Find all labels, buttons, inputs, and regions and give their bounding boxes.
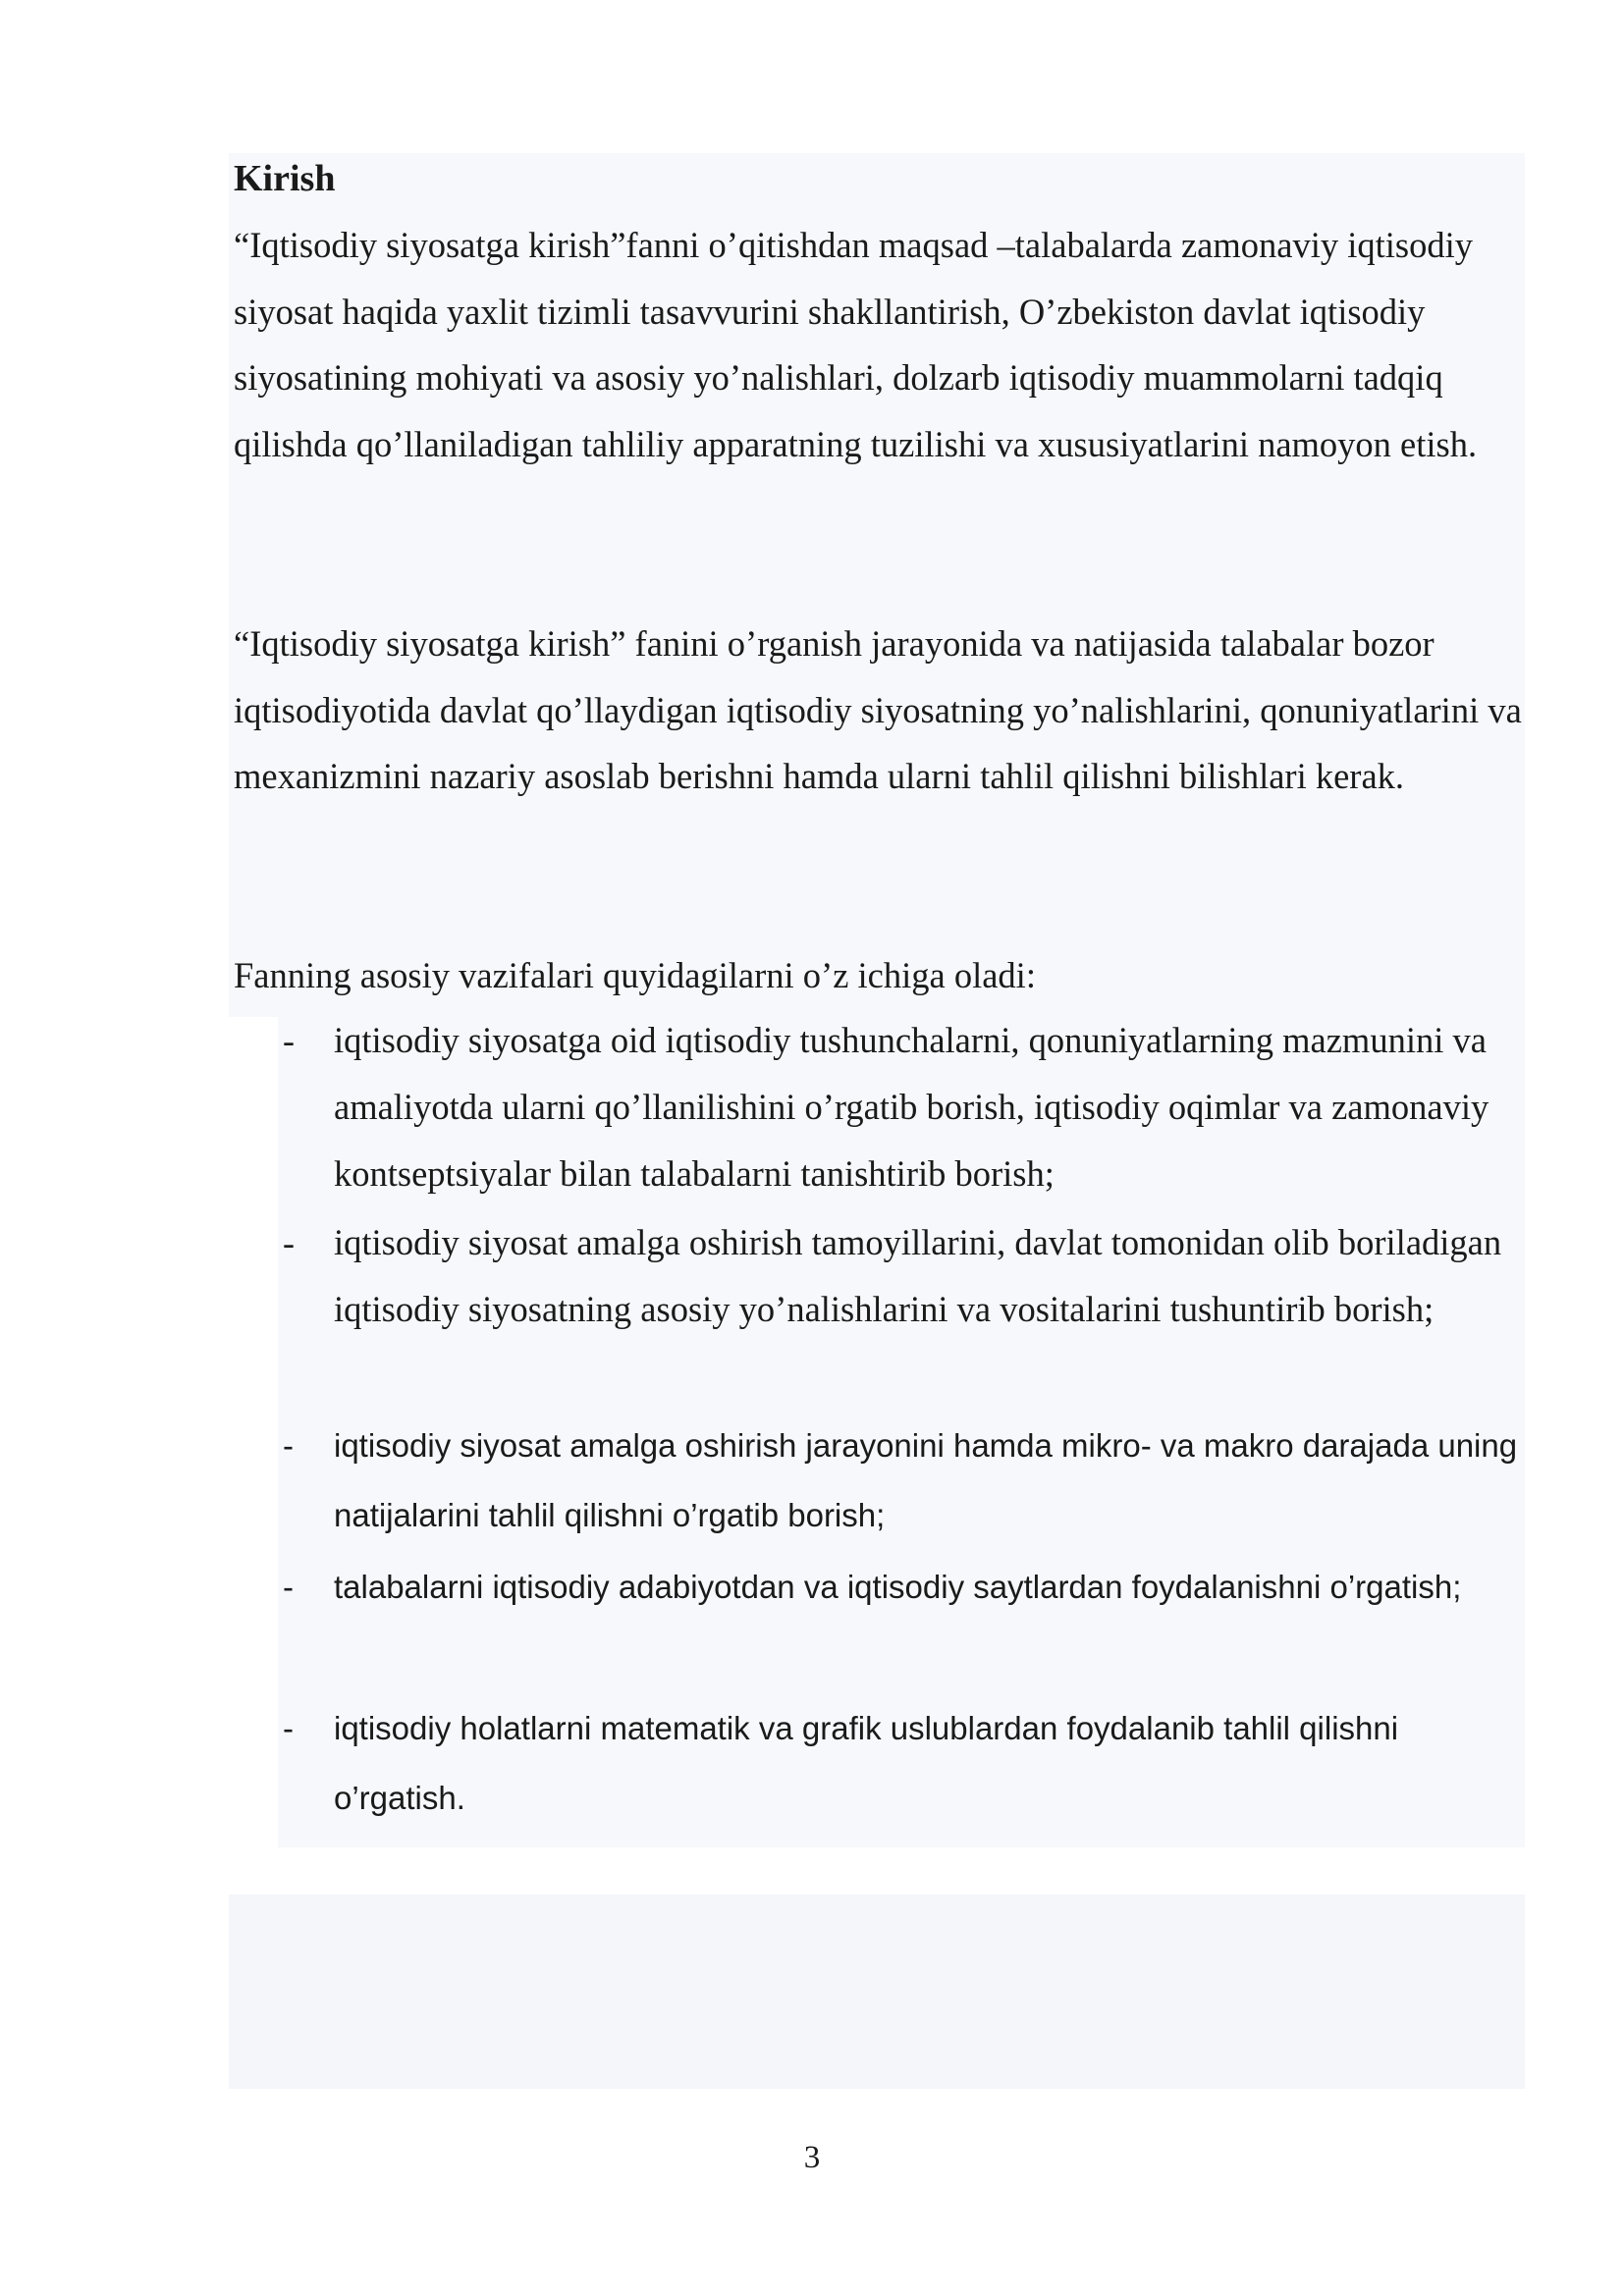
list-dash: - [283,1021,295,1060]
list-dash: - [283,1223,295,1262]
empty-shaded-block [229,1895,1525,2089]
section-heading: Kirish [234,158,336,199]
list-dash: - [283,1427,294,1464]
list-dash: - [283,1569,294,1605]
intro-paragraph: “Iqtisodiy siyosatga kirish”fanni o’qitishdan maqsad –talabalarda zamonaviy iqtisodiy siyosat haqida yaxlit tizimli tasavvurini shakllantirish, O’zbekiston davlat iqtisodiy siyosatining mohiyati va asosiy yo’nalishlari, dolzarb iqtisodiy muammolarni tadqiq qilishda qo’llaniladigan tahliliy apparatning tuzilishi va xususiyatlarini namoyon etish. [234,225,1478,464]
list-dash: - [283,1710,294,1746]
list-item-text: talabalarni iqtisodiy adabiyotdan va iqtisodiy saytlardan foydalanishni o’rgatish; [334,1569,1462,1605]
list-item-text: iqtisodiy siyosat amalga oshirish tamoyillarini, davlat tomonidan olib boriladigan iqtisodiy siyosatning asosiy yo’nalishlarini va vositalarini tushuntirib borish; [334,1222,1502,1329]
list-item-text: iqtisodiy holatlarni matematik va grafik uslublardan foydalanib tahlil qilishni o’rgatish. [334,1710,1399,1816]
list-item-text: iqtisodiy siyosatga oid iqtisodiy tushunchalarni, qonuniyatlarning mazmunini va amaliyotda ularni qo’llanilishini o’rgatib borish, iqtisodiy oqimlar va zamonaviy kontseptsiyalar bilan talabalarni tanishtirib borish; [334,1020,1489,1194]
outcome-paragraph: “Iqtisodiy siyosatga kirish” fanini o’rganish jarayonida va natijasida talabalar bozor iqtisodiyotida davlat qo’llaydigan iqtisodiy siyosatning yo’nalishlarini, qonuniyatlarini va mexanizmini nazariy asoslab berishni hamda ularni tahlil qilishni bilishlari kerak. [234,623,1522,796]
tasks-intro-paragraph: Fanning asosiy vazifalari quyidagilarni o’z ichiga oladi: [234,955,1036,995]
page-number: 3 [803,2140,821,2175]
list-item-text: iqtisodiy siyosat amalga oshirish jarayonini hamda mikro- va makro darajada uning natijalarini tahlil qilishni o’rgatib borish; [334,1427,1518,1533]
